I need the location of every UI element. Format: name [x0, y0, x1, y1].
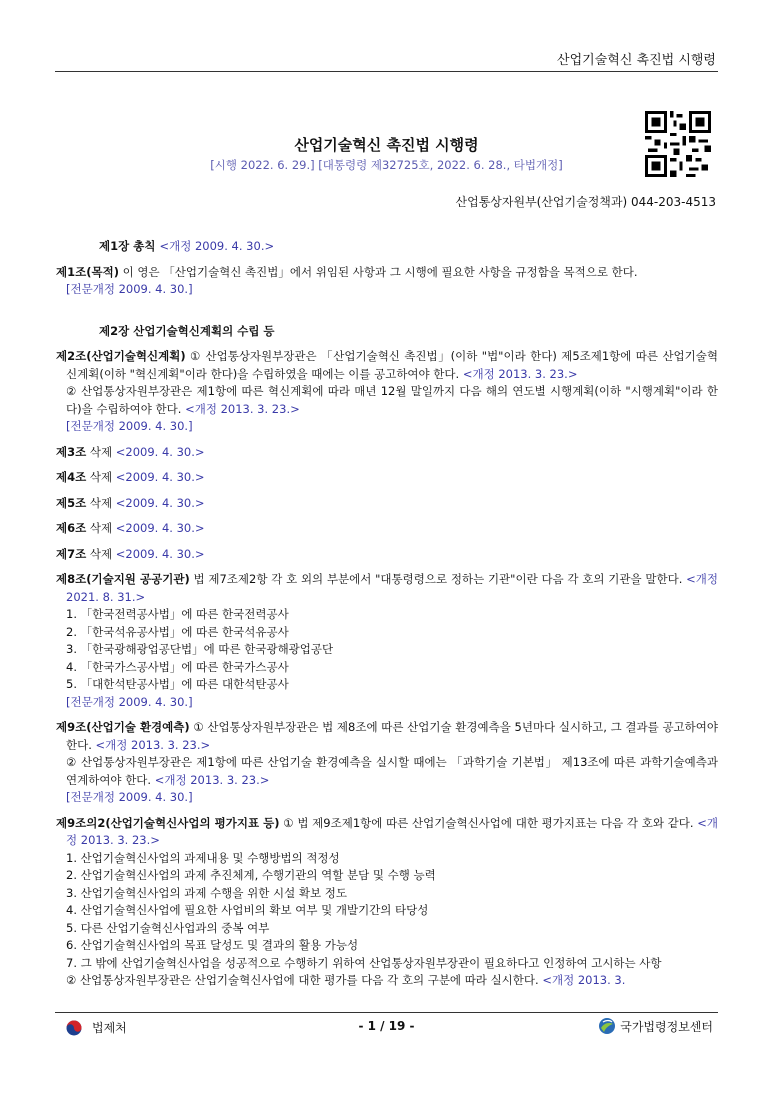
page-number: - 1 / 19 -	[358, 1019, 415, 1033]
revision-note: [전문개정 2009. 4. 30.]	[66, 790, 193, 804]
document-title: 산업기술혁신 촉진법 시행령	[294, 136, 479, 154]
revision-note: [전문개정 2009. 4. 30.]	[66, 419, 193, 433]
amend-note: <개정 2009. 4. 30.>	[159, 239, 275, 253]
list-item: 5. 「대한석탄공사법」에 따른 대한석탄공사	[66, 677, 289, 691]
footer-ministry: 법제처	[66, 1019, 127, 1036]
list-item: 6. 산업기술혁신사업의 목표 달성도 및 결과의 활용 가능성	[66, 938, 359, 952]
running-header: 산업기술혁신 촉진법 시행령	[557, 53, 716, 68]
list-item: 2. 산업기술혁신사업의 과제 추진체계, 수행기관의 역할 분담 및 수행 능력	[66, 868, 436, 882]
list-item: 1. 산업기술혁신사업의 과제내용 및 수행방법의 적정성	[66, 850, 340, 865]
list-item: 4. 산업기술혁신사업에 필요한 사업비의 확보 여부 및 개발기간의 타당성	[66, 903, 429, 917]
revision-note: [전문개정 2009. 4. 30.]	[66, 282, 193, 296]
chapter-1-heading: 제1장 총칙 <개정 2009. 4. 30.>	[99, 239, 275, 253]
enforcement-info: [시행 2022. 6. 29.] [대통령령 제32725호, 2022. 6. 28., 타법개정]	[210, 158, 563, 172]
article-4: 제4조 삭제 <2009. 4. 30.>	[56, 470, 205, 484]
header-divider	[55, 71, 718, 72]
footer-law-center: 국가법령정보센터	[598, 1017, 713, 1035]
article-7: 제7조 삭제 <2009. 4. 30.>	[56, 546, 205, 561]
article-9-2-paragraph-2: ② 산업통상자원부장관은 산업기술혁신사업에 대한 평가를 다음 각 호의 구분에 따라 실시한다. <개정 2013. 3.	[66, 973, 626, 987]
article-9-2: 제9조의2(산업기술혁신사업의 평가지표 등) ① 법 제9조제1항에 따른 산업기술혁신사업에 대한 평가지표는 다음 각 호와 같다. <개정 2013. 3. 23.>	[56, 815, 718, 847]
article-9: 제9조(산업기술 환경예측) ① 산업통상자원부장관은 법 제8조에 따른 산업기술 환경예측을 5년마다 실시하고, 그 결과를 공고하여야 한다. <개정 2013. 3. 23.>	[56, 720, 718, 752]
footer-divider	[55, 1012, 718, 1013]
law-center-logo-icon	[598, 1017, 616, 1035]
article-6: 제6조 삭제 <2009. 4. 30.>	[56, 521, 205, 535]
list-item: 1. 「한국전력공사법」에 따른 한국전력공사	[66, 607, 289, 621]
list-item: 7. 그 밖에 산업기술혁신사업을 성공적으로 수행하기 위하여 산업통상자원부장관이 필요하다고 인정하여 고시하는 사항	[66, 955, 662, 970]
article-5: 제5조 삭제 <2009. 4. 30.>	[56, 495, 205, 510]
list-item: 4. 「한국가스공사법」에 따른 한국가스공사	[66, 659, 289, 674]
list-item: 3. 「한국광해광업공단법」에 따른 한국광해광업공단	[66, 642, 334, 656]
article-2: 제2조(산업기술혁신계획) ① 산업통상자원부장관은 「산업기술혁신 촉진법」(이하 "법"이라 한다) 제5조제1항에 따른 산업기술혁신계획(이하 "혁신계획"이라 한다)을 수립하였을 때에는 이를 공고하여야 한다. <개정 2013. 3. 23.>	[56, 349, 718, 381]
department-contact: 산업통상자원부(산업기술정책과) 044-203-4513	[455, 195, 716, 209]
article-8: 제8조(기술지원 공공기관) 법 제7조제2항 각 호 외의 부분에서 "대통령령으로 정하는 기관"이란 다음 각 호의 기관을 말한다. <개정 2021. 8. 31.>	[56, 572, 718, 604]
law-body	[56, 236, 718, 990]
list-item: 3. 산업기술혁신사업의 과제 수행을 위한 시설 확보 정도	[66, 885, 347, 900]
article-9-paragraph-2: ② 산업통상자원부장관은 제1항에 따른 산업기술 환경예측을 실시할 때에는 「과학기술 기본법」 제13조에 따른 과학기술예측과 연계하여야 한다. <개정 2013. 3. 23.>	[66, 755, 718, 787]
article-3: 제3조 삭제 <2009. 4. 30.>	[56, 444, 205, 459]
article-2-paragraph-2: ② 산업통상자원부장관은 제1항에 따른 혁신계획에 따라 매년 12월 말일까지 다음 해의 연도별 시행계획(이하 "시행계획"이라 한다)을 수립하여야 한다. <개정 2013. 3. 23.>	[66, 384, 718, 416]
revision-note: [전문개정 2009. 4. 30.]	[66, 694, 193, 709]
list-item: 2. 「한국석유공사법」에 따른 한국석유공사	[66, 624, 289, 639]
qr-code-icon[interactable]	[645, 111, 711, 177]
article-1: 제1조(목적) 이 영은 「산업기술혁신 촉진법」에서 위임된 사항과 그 시행에 필요한 사항을 규정함을 목적으로 한다.	[56, 264, 638, 279]
list-item: 5. 다른 산업기술혁신사업과의 중복 여부	[66, 920, 270, 935]
chapter-2-heading: 제2장 산업기술혁신계획의 수립 등	[99, 323, 275, 338]
